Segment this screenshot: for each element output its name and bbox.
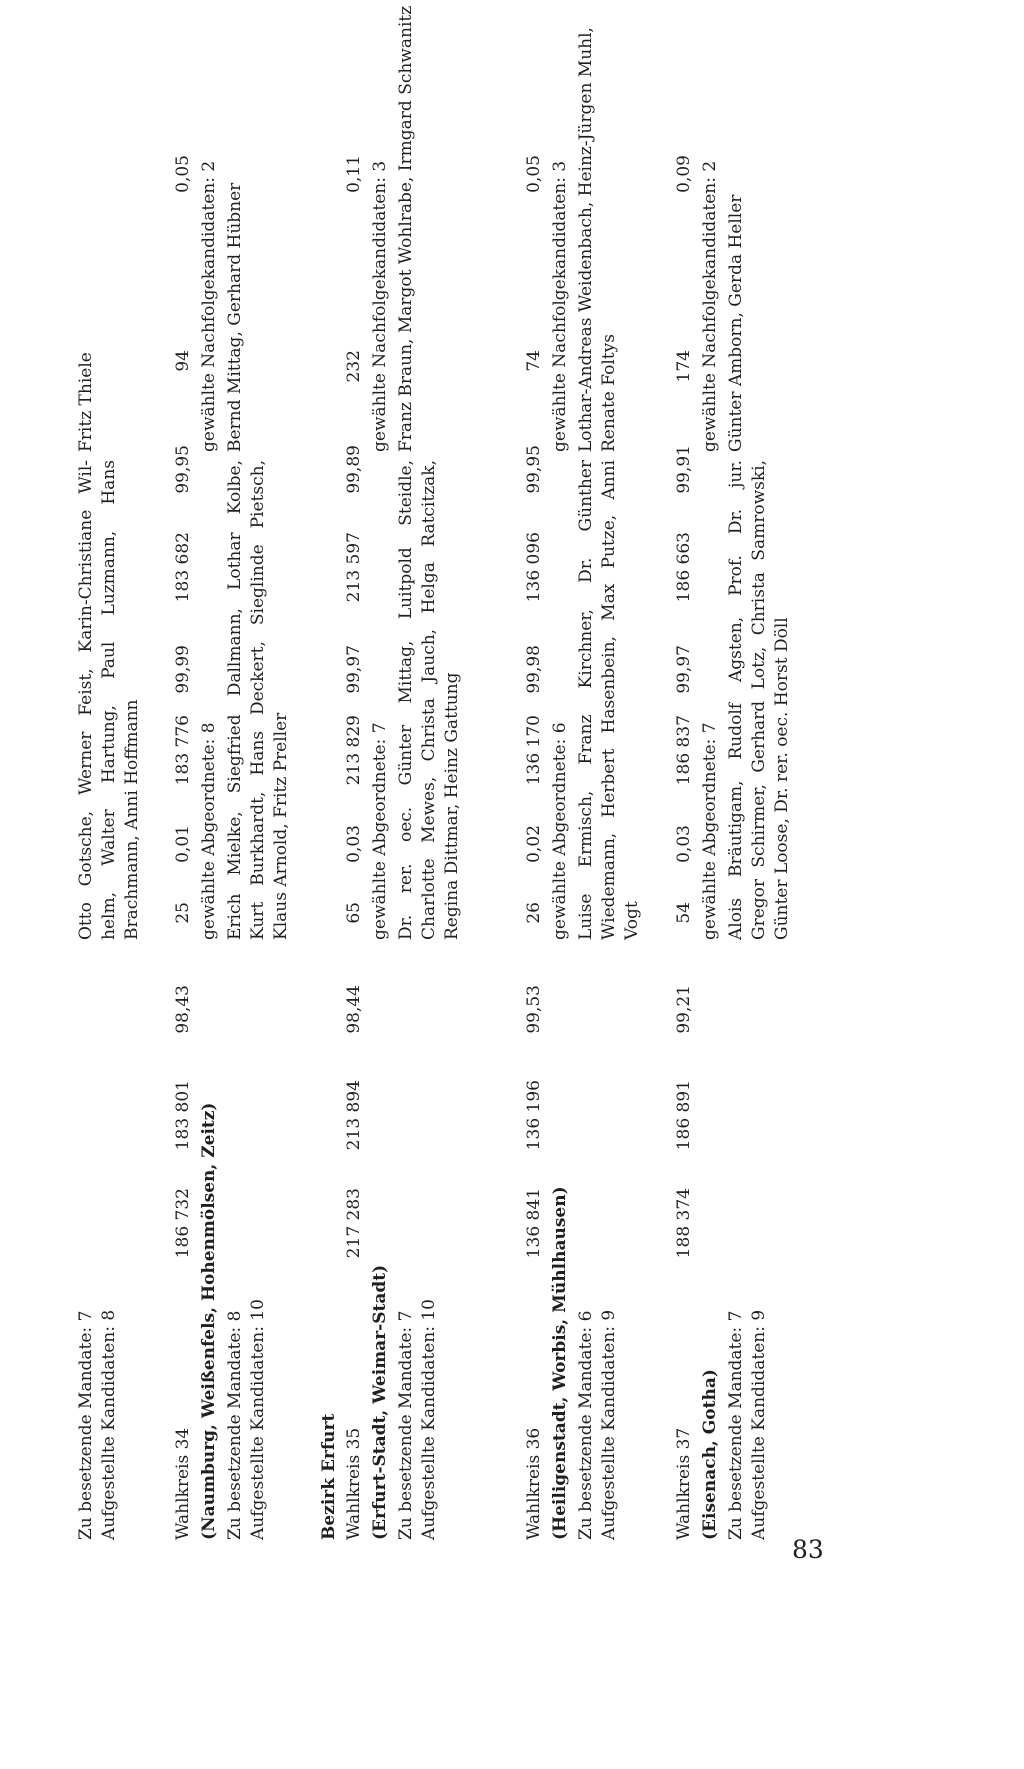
elected-names-line: Erich Mielke, Siegfried Dallmann, Lothar Kolbe,: [225, 460, 245, 940]
elected-label: gewählte Abgeordnete: 7: [370, 722, 390, 940]
stat-value: 26: [524, 902, 544, 924]
stat-value: 0,05: [173, 155, 193, 193]
candidates-line: Aufgestellte Kandidaten: 9: [749, 1309, 769, 1540]
candidates-line: Aufgestellte Kandidaten: 10: [419, 1299, 439, 1540]
candidates-line: Aufgestellte Kandidaten: 8: [99, 1309, 119, 1540]
successor-names-line: Fritz Thiele: [76, 352, 96, 452]
mandate-line: Zu besetzende Mandate: 7: [726, 1310, 746, 1540]
stat-value: 213 829: [344, 715, 364, 786]
stat-value: 186 837: [674, 715, 694, 786]
stat-value: 99,97: [674, 645, 694, 694]
stat-value: 213 894: [344, 1080, 364, 1151]
elected-names-line: Wiedemann, Herbert Hasenbein, Max Putze, Anni: [599, 460, 619, 940]
elected-names-line: Regina Dittmar, Heinz Gattung: [442, 672, 462, 940]
elected-label: gewählte Abgeordnete: 7: [700, 722, 720, 940]
stat-value: 99,95: [173, 445, 193, 494]
stat-value: 0,03: [344, 825, 364, 863]
elected-names-line: Günter Loose, Dr. rer. oec. Horst Döll: [772, 617, 792, 940]
stat-value: 183 682: [173, 532, 193, 603]
stat-value: 0,09: [674, 155, 694, 193]
successor-names-line: Renate Foltys: [599, 334, 619, 452]
rotated-table: [75, 0, 975, 1540]
stat-value: 188 374: [674, 1188, 694, 1259]
stat-value: 186 891: [674, 1080, 694, 1151]
stat-value: 186 732: [173, 1188, 193, 1259]
district-label: Wahlkreis 36: [524, 1427, 544, 1540]
successor-names-line: Günter Amborn, Gerda Heller: [726, 194, 746, 452]
stat-value: 94: [173, 350, 193, 372]
stat-value: 99,21: [674, 985, 694, 1034]
stat-value: 0,11: [344, 155, 364, 193]
stat-value: 136 196: [524, 1080, 544, 1151]
stat-value: 0,03: [674, 825, 694, 863]
elected-names-line: Alois Bräutigam, Rudolf Agsten, Prof. Dr. jur.: [726, 460, 746, 940]
stat-value: 217 283: [344, 1188, 364, 1259]
successor-names-line: Bernd Mittag, Gerhard Hübner: [225, 182, 245, 452]
elected-names-line: Kurt Burkhardt, Hans Deckert, Sieglinde Pietsch,: [248, 460, 268, 940]
mandate-line: Zu besetzende Mandate: 7: [76, 1310, 96, 1540]
elected-names-line: Dr. rer. oec. Günter Mittag, Luitpold Steidle,: [396, 460, 416, 940]
stat-value: 232: [344, 350, 364, 383]
stat-value: 136 096: [524, 532, 544, 603]
elected-names-line: Charlotte Mewes, Christa Jauch, Helga Ratcitzak,: [419, 460, 439, 940]
district-label: Wahlkreis 35: [344, 1427, 364, 1540]
district-label: Wahlkreis 34: [173, 1427, 193, 1540]
stat-value: 0,05: [524, 155, 544, 193]
elected-names-line: helm, Walter Hartung, Paul Luzmann, Hans: [99, 460, 119, 940]
stat-value: 74: [524, 350, 544, 372]
district-label: Wahlkreis 37: [674, 1427, 694, 1540]
stat-value: 99,89: [344, 445, 364, 494]
elected-names-line: Luise Ermisch, Franz Kirchner, Dr. Günther: [576, 460, 596, 940]
successor-label: gewählte Nachfolgekandidaten: 3: [370, 160, 390, 452]
region-label: (Heiligenstadt, Worbis, Mühlhausen): [550, 1186, 570, 1540]
successor-names-line: Franz Braun, Margot Wohlrabe, Irmgard Schwanitz: [396, 5, 416, 452]
page-number: 83: [792, 1535, 824, 1564]
successor-label: gewählte Nachfolgekandidaten: 3: [550, 160, 570, 452]
bezirk-heading: Bezirk Erfurt: [319, 1413, 339, 1540]
stat-value: 99,91: [674, 445, 694, 494]
stat-value: 99,95: [524, 445, 544, 494]
elected-names-line: Klaus Arnold, Fritz Preller: [271, 712, 291, 940]
candidates-line: Aufgestellte Kandidaten: 9: [599, 1309, 619, 1540]
elected-label: gewählte Abgeordnete: 8: [199, 722, 219, 940]
elected-names-line: Gregor Schirmer, Gerhard Lotz, Christa Samrowski,: [749, 460, 769, 940]
stat-value: 213 597: [344, 532, 364, 603]
stat-value: 136 170: [524, 715, 544, 786]
mandate-line: Zu besetzende Mandate: 7: [396, 1310, 416, 1540]
stat-value: 136 841: [524, 1188, 544, 1259]
mandate-line: Zu besetzende Mandate: 6: [576, 1310, 596, 1540]
stat-value: 0,02: [524, 825, 544, 863]
region-label: (Erfurt-Stadt, Weimar-Stadt): [370, 1264, 390, 1540]
region-label: (Eisenach, Gotha): [700, 1369, 720, 1540]
elected-label: gewählte Abgeordnete: 6: [550, 722, 570, 940]
stat-value: 99,98: [524, 645, 544, 694]
region-label: (Naumburg, Weißenfels, Hohenmölsen, Zeitz): [199, 1102, 219, 1540]
stat-value: 99,53: [524, 985, 544, 1034]
successor-names-line: Lothar-Andreas Weidenbach, Heinz-Jürgen Muhl,: [576, 27, 596, 452]
stat-value: 183 801: [173, 1080, 193, 1151]
stat-value: 98,43: [173, 985, 193, 1034]
stat-value: 25: [173, 902, 193, 924]
stat-value: 65: [344, 902, 364, 924]
stat-value: 186 663: [674, 532, 694, 603]
successor-label: gewählte Nachfolgekandidaten: 2: [199, 160, 219, 452]
stat-value: 99,99: [173, 645, 193, 694]
elected-names-line: Vogt: [622, 901, 642, 940]
stat-value: 99,97: [344, 645, 364, 694]
elected-names-line: Otto Gotsche, Werner Feist, Karin-Christiane Wil-: [76, 460, 96, 940]
stat-value: 174: [674, 350, 694, 383]
successor-label: gewählte Nachfolgekandidaten: 2: [700, 160, 720, 452]
elected-names-line: Brachmann, Anni Hoffmann: [122, 699, 142, 940]
stat-value: 54: [674, 902, 694, 924]
stat-value: 183 776: [173, 715, 193, 786]
stat-value: 98,44: [344, 985, 364, 1034]
mandate-line: Zu besetzende Mandate: 8: [225, 1310, 245, 1540]
stat-value: 0,01: [173, 825, 193, 863]
candidates-line: Aufgestellte Kandidaten: 10: [248, 1299, 268, 1540]
